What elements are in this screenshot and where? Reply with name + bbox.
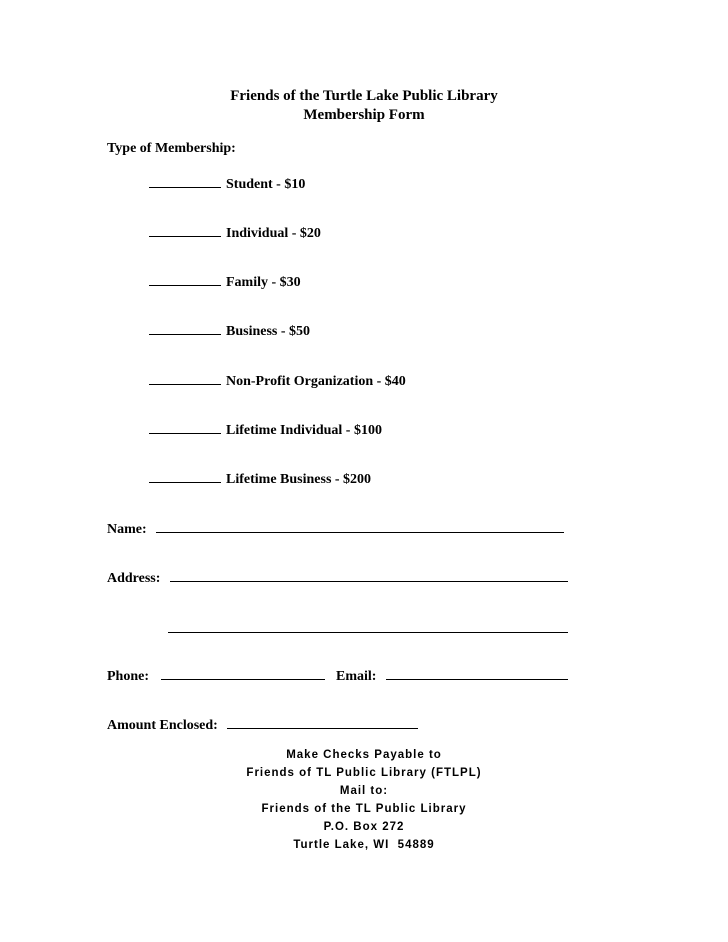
option-label: Lifetime Individual - $100 <box>226 423 382 438</box>
footer-line-4: Friends of the TL Public Library <box>261 803 467 815</box>
option-label: Business - $50 <box>226 324 311 339</box>
option-label: Non-Profit Organization - $40 <box>226 374 406 389</box>
address-input-line-2[interactable] <box>168 620 568 633</box>
checkbox-line[interactable] <box>149 322 221 335</box>
checkbox-line[interactable] <box>149 372 221 385</box>
amount-label: Amount Enclosed: <box>107 718 218 733</box>
address-input-line-1[interactable] <box>170 569 568 582</box>
phone-label: Phone: <box>107 669 149 684</box>
title-line-2: Membership Form <box>303 107 425 123</box>
option-label: Student - $10 <box>226 177 306 192</box>
checkbox-line[interactable] <box>149 273 221 286</box>
phone-input-line[interactable] <box>161 667 325 680</box>
membership-option-student[interactable] <box>149 175 305 193</box>
membership-option-family[interactable] <box>149 273 301 291</box>
mailing-instructions <box>0 746 728 854</box>
membership-option-lifetime-business[interactable] <box>149 470 371 488</box>
address-field-row <box>107 569 568 587</box>
membership-option-lifetime-individual[interactable] <box>149 421 382 439</box>
name-field-row <box>107 520 564 538</box>
footer-line-6: Turtle Lake, WI 54889 <box>293 839 435 851</box>
address-line-2-row <box>168 620 568 638</box>
title-line-1: Friends of the Turtle Lake Public Library <box>230 88 498 104</box>
footer-line-1: Make Checks Payable to <box>286 749 442 761</box>
checkbox-line[interactable] <box>149 470 221 483</box>
address-label: Address: <box>107 571 161 586</box>
footer-line-5: P.O. Box 272 <box>323 821 405 833</box>
membership-option-individual[interactable] <box>149 224 321 242</box>
membership-type-heading: Type of Membership: <box>107 141 236 156</box>
checkbox-line[interactable] <box>149 421 221 434</box>
checkbox-line[interactable] <box>149 175 221 188</box>
email-input-line[interactable] <box>386 667 568 680</box>
form-title <box>0 87 728 125</box>
checkbox-line[interactable] <box>149 224 221 237</box>
email-label: Email: <box>336 669 377 684</box>
name-input-line[interactable] <box>156 520 564 533</box>
membership-option-nonprofit[interactable] <box>149 372 406 390</box>
amount-field-row <box>107 716 418 734</box>
option-label: Lifetime Business - $200 <box>226 472 372 487</box>
phone-email-row <box>107 667 568 685</box>
membership-option-business[interactable] <box>149 322 310 340</box>
option-label: Family - $30 <box>226 275 301 290</box>
name-label: Name: <box>107 522 147 537</box>
footer-line-3: Mail to: <box>339 785 389 797</box>
footer-line-2: Friends of TL Public Library (FTLPL) <box>246 767 482 779</box>
option-label: Individual - $20 <box>226 226 321 241</box>
amount-input-line[interactable] <box>227 716 418 729</box>
